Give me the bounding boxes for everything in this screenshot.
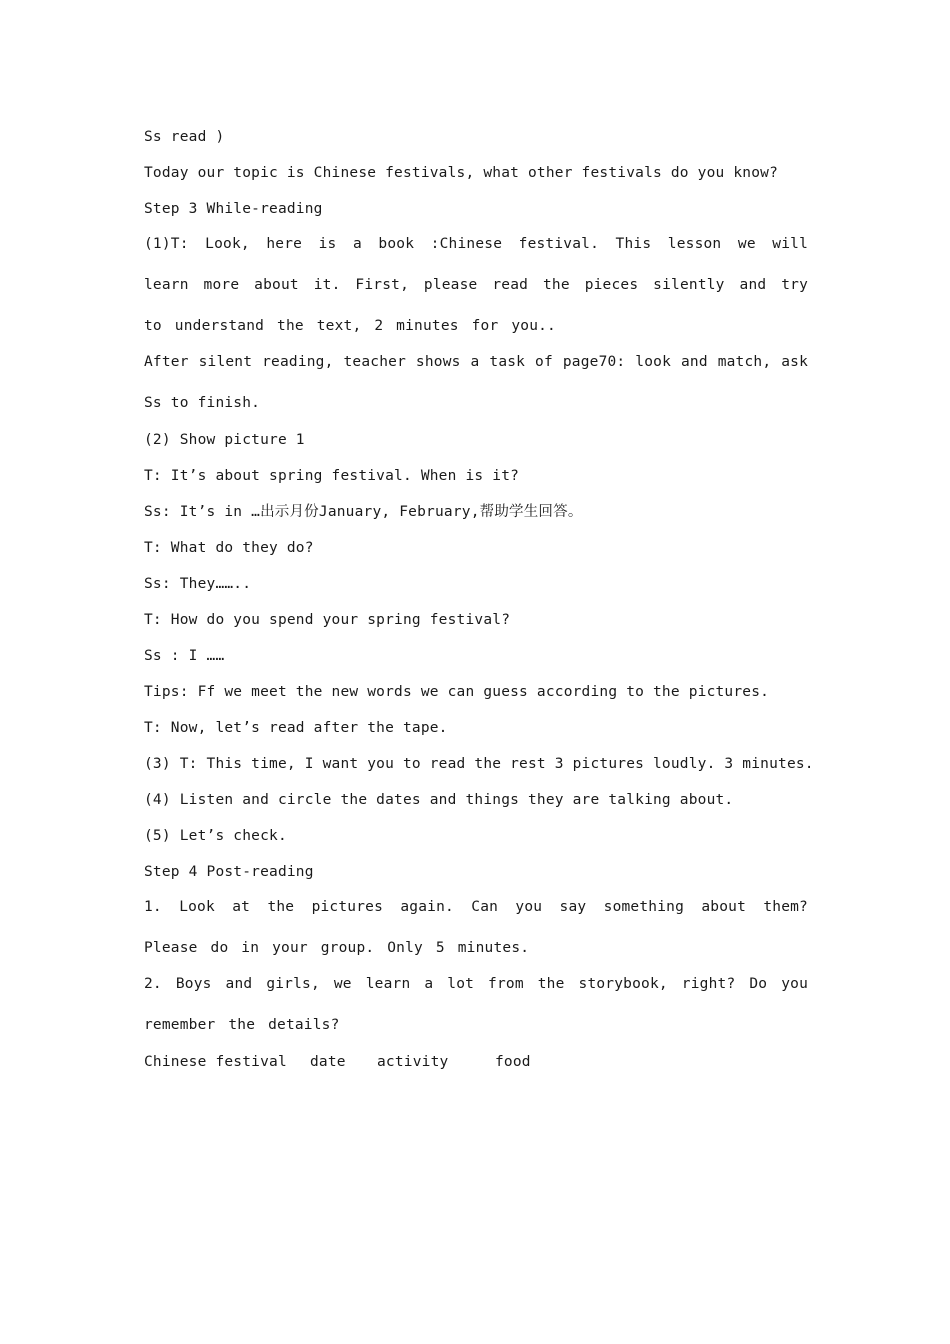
text-line: T: It’s about spring festival. When is it? (144, 468, 520, 484)
paragraph: (1)T: Look, here is a book :Chinese festival. This lesson we will learn more about it. First, please read the pieces silently and try to understand the text, 2 minutes for you.. (144, 236, 808, 334)
table-header-cell: activity (377, 1054, 449, 1070)
text-line: (5) Let’s check. (144, 828, 287, 844)
paragraph: 1. Look at the pictures again. Can you say something about them? Please do in your group. Only 5 minutes. (144, 899, 808, 956)
paragraph: 2. Boys and girls, we learn a lot from the storybook, right? Do you remember the details? (144, 976, 808, 1033)
text-line: (2) Show picture 1 (144, 432, 305, 448)
table-header-row (144, 1049, 808, 1085)
text-line: Ss: It’s in …出示月份January, February,帮助学生回答。 (144, 504, 583, 520)
text-line: T: What do they do? (144, 540, 314, 556)
text-line: Today our topic is Chinese festivals, what other festivals do you know? (144, 165, 779, 181)
text-line: T: Now, let’s read after the tape. (144, 720, 448, 736)
text-line: (4) Listen and circle the dates and things they are talking about. (144, 792, 734, 808)
section-heading: Step 4 Post-reading (144, 864, 314, 880)
section-heading: Step 3 While-reading (144, 201, 323, 217)
text-line: Ss: They…….. (144, 576, 252, 592)
table-header-cell: Chinese festival (144, 1054, 287, 1070)
text-line: (3) T: This time, I want you to read the rest 3 pictures loudly. 3 minutes. (144, 756, 814, 772)
paragraph: After silent reading, teacher shows a task of page70: look and match, ask Ss to finish. (144, 354, 808, 411)
table-header-cell: date (310, 1054, 346, 1070)
table-header-cell: food (495, 1054, 531, 1070)
text-line: Ss : I …… (144, 648, 225, 664)
document-page (144, 124, 814, 1085)
text-line: Tips: Ff we meet the new words we can guess according to the pictures. (144, 684, 770, 700)
text-line: T: How do you spend your spring festival? (144, 612, 511, 628)
text-line: Ss read ) (144, 129, 225, 145)
